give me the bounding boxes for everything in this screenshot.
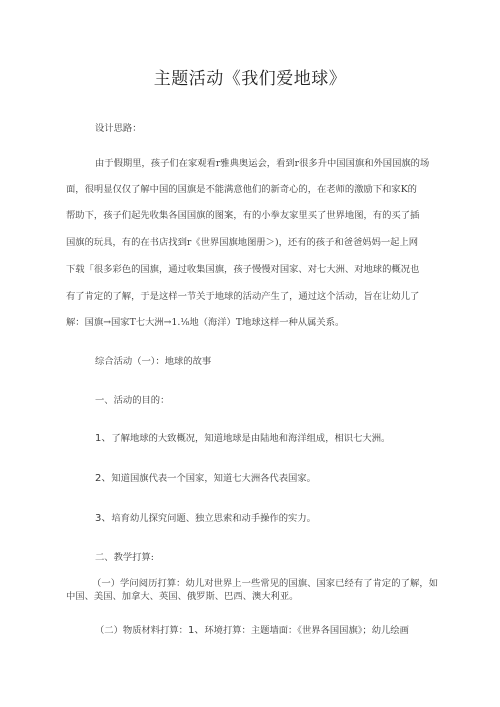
design-line-5: 下载「很多彩色的国旗，通过收集国旗，孩子慢慢对国家、对七大洲、对地球的概况也 xyxy=(66,264,420,275)
prep-2-number: 1、 xyxy=(187,625,205,636)
activity-heading: 综合活动（一）：地球的故事 xyxy=(95,356,212,367)
prep-2-prefix: （二）物质材料打算： xyxy=(95,625,188,636)
prep-heading: 二、教学打算: xyxy=(95,552,154,563)
design-line-7: 解：国旗→国家T七大洲→1.⅛地（海洋）T地球这样一种从属关系。 xyxy=(66,317,345,328)
goal-heading: 一、活动的目的： xyxy=(95,395,170,406)
goal-number: 3、 xyxy=(95,513,112,524)
document-title: 主题活动《我们爱地球》 xyxy=(153,69,347,89)
goal-item-2 xyxy=(95,473,316,485)
prep-paragraph-1: （一）学问阅历打算：幼儿对世界上一些常见的国旗、国家已经有了肯定的了解，如中国、美国、加拿大、英国、俄罗斯、巴西、澳大利亚。 xyxy=(66,578,438,602)
design-line-6: 有了肯定的了解，于是这样一节关于地球的活动产生了，通过这个活动，旨在让幼儿了 xyxy=(66,291,420,302)
design-heading: 设计思路： xyxy=(95,123,142,134)
prep-paragraph-2 xyxy=(95,625,409,637)
design-line-3: 帮助下，孩子们起先收集各国国旗的图案，有的小拳友家里买了世界地图，有的买了插 xyxy=(66,210,420,221)
goal-text: 了解地球的大致概况，知道地球是由陆地和海洋组成，相识七大洲。 xyxy=(111,433,391,444)
goal-text: 知道国旗代表一个国家，知道七大洲各代表国家。 xyxy=(111,473,316,484)
goal-item-1 xyxy=(95,433,390,445)
goal-text: 培育幼儿探究问题、独立思索和动手操作的实力。 xyxy=(111,513,316,524)
design-line-1: 由于假期里，孩子们在家观看r雅典奥运会，看到r很多升中国国旗和外国国旗的场 xyxy=(95,158,430,169)
design-line-2: 面，很明显仅仅了解中国的国旗是不能满意他们的新奇心的，在老师的激励下和家K的 xyxy=(66,184,417,195)
prep-2-text: 环境打算：主题墙面：《世界各国国旗》；幼儿绘画 xyxy=(204,625,409,636)
goal-item-3 xyxy=(95,513,316,525)
goal-number: 1、 xyxy=(95,433,112,444)
design-line-4: 国旗的玩具，有的在书店找到r《世界国旗地图册＞)，还有的孩子和爸爸妈妈一起上网 xyxy=(66,237,419,248)
goal-number: 2、 xyxy=(95,473,112,484)
